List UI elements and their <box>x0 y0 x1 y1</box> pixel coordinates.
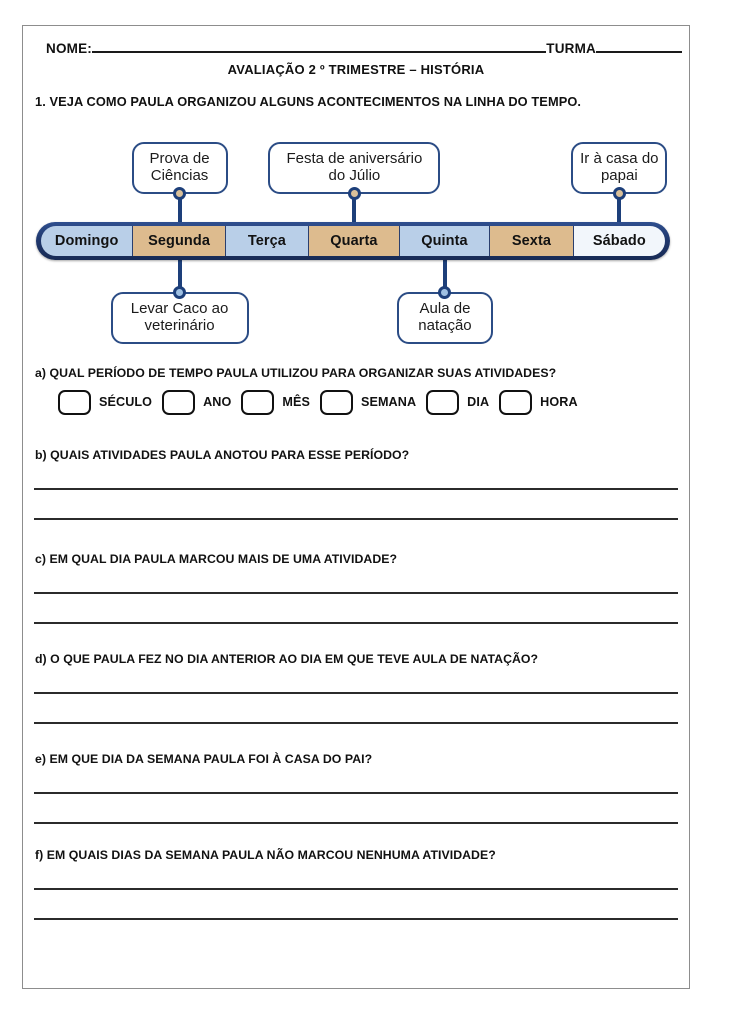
option-label: HORA <box>540 395 578 409</box>
timeline-event-dot <box>173 286 186 299</box>
timeline-event-label: Levar Caco ao veterinário <box>130 300 229 334</box>
nome-label: NOME: <box>46 41 92 56</box>
timeline-diagram <box>22 128 690 350</box>
answer-line[interactable] <box>34 792 678 794</box>
option-label: SÉCULO <box>99 395 153 409</box>
timeline-event-label: Prova de Ciências <box>149 150 210 184</box>
timeline-day-tera <box>226 226 309 256</box>
timeline-day-label: Quinta <box>421 232 468 249</box>
timeline-event-label: Festa de aniversário do Júlio <box>286 150 423 184</box>
timeline-event-dot <box>348 187 361 200</box>
answer-line[interactable] <box>34 918 678 920</box>
option-dia[interactable] <box>426 390 499 415</box>
name-class-row <box>46 36 682 56</box>
answer-line[interactable] <box>34 622 678 624</box>
question-b-text: b) QUAIS ATIVIDADES PAULA ANOTOU PARA ESSE PERÍODO? <box>35 448 410 462</box>
question-e-text: e) EM QUE DIA DA SEMANA PAULA FOI À CASA DO PAI? <box>35 752 373 766</box>
timeline-event-callout <box>111 292 249 344</box>
checkbox[interactable] <box>162 390 195 415</box>
option-label: DIA <box>467 395 490 409</box>
question-1-stem: 1. VEJA COMO PAULA ORGANIZOU ALGUNS ACONTECIMENTOS NA LINHA DO TEMPO. <box>35 94 582 109</box>
option-label: MÊS <box>282 395 310 409</box>
timeline-day-label: Sábado <box>592 232 646 249</box>
answer-line[interactable] <box>34 722 678 724</box>
timeline-day-quinta <box>400 226 491 256</box>
checkbox[interactable] <box>426 390 459 415</box>
timeline-day-quarta <box>309 226 400 256</box>
option-hora[interactable] <box>499 390 587 415</box>
answer-line[interactable] <box>34 592 678 594</box>
option-semana[interactable] <box>320 390 426 415</box>
question-a-options <box>58 388 588 416</box>
timeline-day-sbado <box>574 226 665 256</box>
answer-line[interactable] <box>34 692 678 694</box>
question-c-text: c) EM QUAL DIA PAULA MARCOU MAIS DE UMA ATIVIDADE? <box>35 552 398 566</box>
turma-write-line[interactable] <box>596 51 682 53</box>
timeline-day-label: Segunda <box>148 232 210 249</box>
question-d-text: d) O QUE PAULA FEZ NO DIA ANTERIOR AO DIA EM QUE TEVE AULA DE NATAÇÃO? <box>35 652 539 666</box>
checkbox[interactable] <box>58 390 91 415</box>
option-ms[interactable] <box>241 390 320 415</box>
timeline-day-label: Quarta <box>330 232 378 249</box>
turma-label: TURMA <box>546 41 596 56</box>
checkbox[interactable] <box>241 390 274 415</box>
timeline-day-label: Domingo <box>54 232 119 249</box>
checkbox[interactable] <box>499 390 532 415</box>
question-a-text: a) QUAL PERÍODO DE TEMPO PAULA UTILIZOU PARA ORGANIZAR SUAS ATIVIDADES? <box>35 366 557 380</box>
option-label: SEMANA <box>360 395 417 409</box>
timeline-day-segunda <box>133 226 225 256</box>
timeline-day-sexta <box>490 226 573 256</box>
option-sculo[interactable] <box>58 390 162 415</box>
timeline-day-label: Sexta <box>511 232 552 249</box>
timeline-day-label: Terça <box>247 232 286 249</box>
question-f-text: f) EM QUAIS DIAS DA SEMANA PAULA NÃO MARCOU NENHUMA ATIVIDADE? <box>35 848 496 862</box>
option-label: ANO <box>203 395 232 409</box>
timeline-bar <box>36 222 670 260</box>
page-title: AVALIAÇÃO 2 º TRIMESTRE – HISTÓRIA <box>227 62 485 77</box>
checkbox[interactable] <box>320 390 353 415</box>
answer-line[interactable] <box>34 488 678 490</box>
timeline-event-dot <box>613 187 626 200</box>
option-ano[interactable] <box>162 390 241 415</box>
timeline-event-label: Ir à casa do papai <box>580 150 659 184</box>
timeline-event-label: Aula de natação <box>418 300 472 334</box>
timeline-event-dot <box>173 187 186 200</box>
answer-line[interactable] <box>34 888 678 890</box>
nome-write-line[interactable] <box>92 51 546 53</box>
answer-line[interactable] <box>34 822 678 824</box>
answer-line[interactable] <box>34 518 678 520</box>
timeline-event-callout <box>397 292 493 344</box>
timeline-day-domingo <box>41 226 133 256</box>
